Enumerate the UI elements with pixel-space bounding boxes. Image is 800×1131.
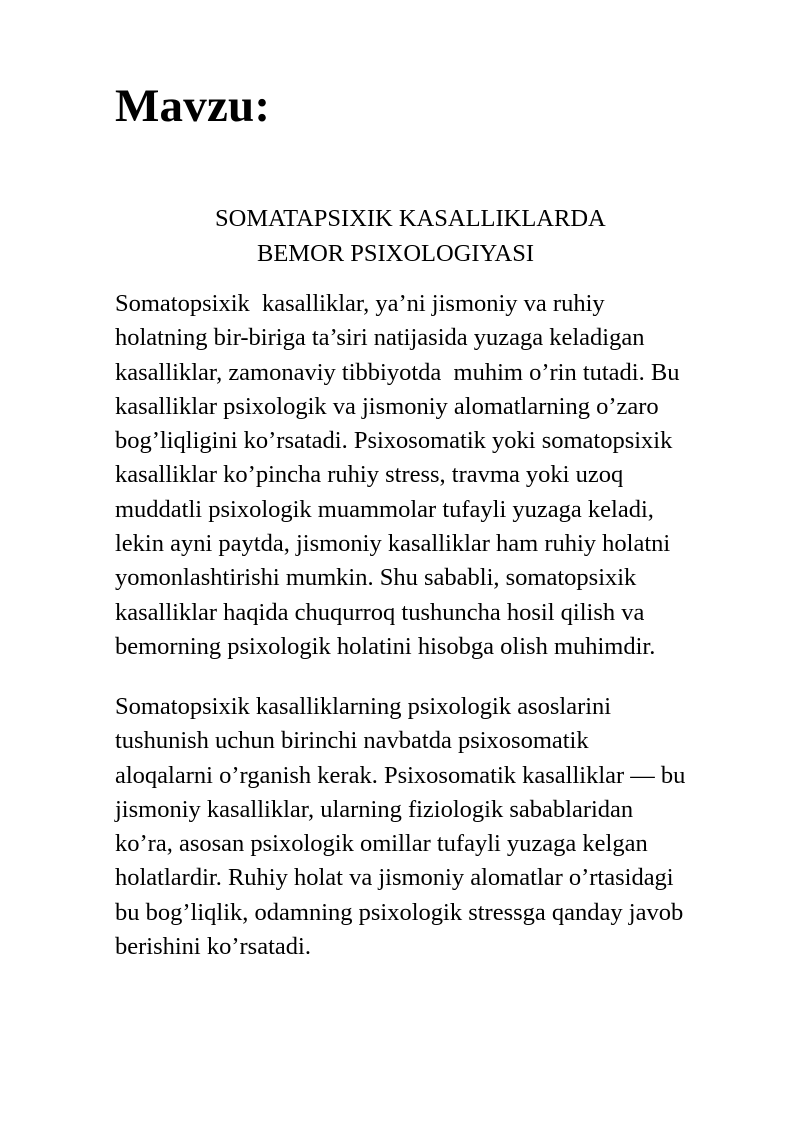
paragraph-line: bemorning psixologik holatini hisobga olish muhimdir. [115,632,656,660]
page-heading: Mavzu: [115,80,271,132]
body-paragraph [115,287,745,664]
paragraph-line: kasalliklar ko’pincha ruhiy stress, travma yoki uzoq [115,461,624,489]
paragraph-line: tushunish uchun birinchi navbatda psixosomatik [115,727,589,755]
paragraph-line: Somatopsixik kasalliklar, ya’ni jismoniy va ruhiy [115,290,605,317]
paragraph-line: bog’liqligini ko’rsatadi. Psixosomatik yoki somatopsixik [115,427,673,455]
paragraph-line: berishini ko’rsatadi. [115,933,311,961]
paragraph-line: ko’ra, asosan psixologik omillar tufayli yuzaga kelgan [115,830,648,858]
paragraph-line: bu bog’liqlik, odamning psixologik stressga qanday javob [115,898,684,926]
paragraph-line: holatning bir-biriga ta’siri natijasida yuzaga keladigan [115,324,645,352]
paragraph-line: kasalliklar haqida chuqurroq tushuncha hosil qilish va [115,598,645,626]
subtitle-line: BEMOR PSIXOLOGIYASI [257,240,535,267]
paragraph-line: Somatopsixik kasalliklarning psixologik asoslarini [115,693,612,720]
paragraph-line: muddatli psixologik muammolar tufayli yuzaga keladi, [115,495,654,523]
paragraph-line: lekin ayni paytda, jismoniy kasalliklar ham ruhiy holatni [115,530,671,558]
paragraph-line: holatlardir. Ruhiy holat va jismoniy alomatlar o’rtasidagi [115,864,674,892]
paragraph-line: jismoniy kasalliklar, ularning fiziologik sabablaridan [115,795,634,823]
body-paragraph [115,690,745,964]
subtitle-line: SOMATAPSIXIK KASALLIKLARDA [215,205,606,232]
paragraph-line: yomonlashtirishi mumkin. Shu sababli, somatopsixik [115,564,637,592]
paragraph-line: aloqalarni o’rganish kerak. Psixosomatik kasalliklar — bu [115,761,686,789]
paragraph-line: kasalliklar, zamonaviy tibbiyotda muhim o’rin tutadi. Bu [115,358,680,386]
paragraph-line: kasalliklar psixologik va jismoniy alomatlarning o’zaro [115,392,659,420]
